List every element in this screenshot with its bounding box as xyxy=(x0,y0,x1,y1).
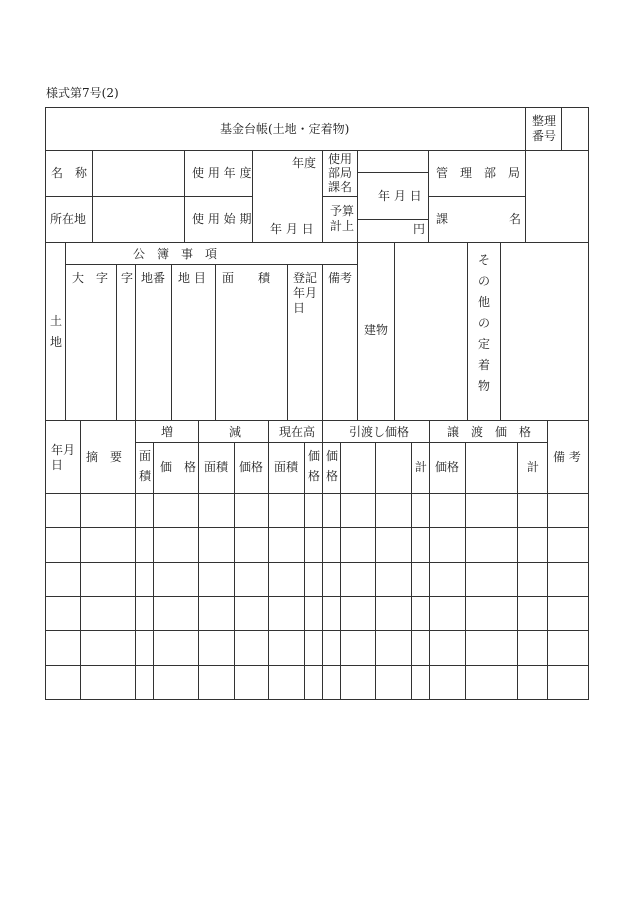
shozaichi-field[interactable] xyxy=(93,197,184,242)
sonota-3: 他 xyxy=(478,295,491,309)
form-number-label: 様式第7号(2) xyxy=(46,86,119,100)
genzai-kaka-2: 格 xyxy=(308,469,321,483)
seiri-label-1: 整理 xyxy=(532,114,557,128)
zo-men-2: 積 xyxy=(139,469,152,483)
toki-label xyxy=(293,272,317,314)
tochi-1: 土 xyxy=(50,314,63,328)
ledger-biko-label: 備 考 xyxy=(553,450,581,464)
form-title: 基金台帳(土地・定着物) xyxy=(220,122,350,136)
oaza-label: 大 字 xyxy=(72,271,109,285)
kanri-bukyoku-label: 管 理 部 局 xyxy=(436,166,521,180)
gen-kakaku-label: 価格 xyxy=(239,460,264,474)
nendo-label: 年度 xyxy=(292,156,317,170)
sonota-1: そ xyxy=(478,253,491,267)
joto-kei-label: 計 xyxy=(527,460,540,474)
ledger-date-label xyxy=(51,444,75,471)
chimoku-label: 地 目 xyxy=(178,271,206,285)
genzaidaka-label: 現在高 xyxy=(279,425,316,439)
shiyou-bukyoku-3: 課名 xyxy=(328,180,353,194)
shiyou-bukyoku-date: 年 月 日 xyxy=(378,189,422,203)
shozaichi-label: 所在地 xyxy=(50,212,87,226)
en-label: 円 xyxy=(413,222,426,236)
hiki-kaka-2: 格 xyxy=(326,469,339,483)
ledger-date-1: 年月 xyxy=(51,443,76,457)
shiyou-bukyoku-1: 使用 xyxy=(328,152,353,166)
sonota-2: の xyxy=(478,274,491,288)
yosan-1: 予算 xyxy=(330,204,355,218)
tochi-label xyxy=(50,315,62,348)
zo-kakaku-label: 価 格 xyxy=(160,460,197,474)
zo-menseki-label xyxy=(139,450,151,482)
zo-men-1: 面 xyxy=(139,449,152,463)
genzai-menseki-label: 面積 xyxy=(274,460,299,474)
chiban-label: 地番 xyxy=(141,271,166,285)
biko-label: 備考 xyxy=(328,271,353,285)
ledger-date-2: 日 xyxy=(51,458,64,472)
sonota-label xyxy=(478,254,490,392)
hiki-kaka-1: 価 xyxy=(326,449,339,463)
seiri-bango-field[interactable] xyxy=(562,108,588,150)
sonota-5: 定 xyxy=(478,337,491,351)
gen-menseki-label: 面積 xyxy=(204,460,229,474)
hikiwatashi-label: 引渡し価格 xyxy=(349,425,410,439)
mei-label: 名 xyxy=(509,212,522,226)
shiyou-nendo-label: 使 用 年 度 xyxy=(192,166,252,180)
aza-label: 字 xyxy=(121,271,134,285)
meisho-label: 名 称 xyxy=(51,166,88,180)
shiyou-bukyoku-label xyxy=(328,153,352,193)
meisho-field[interactable] xyxy=(93,151,184,196)
toki-1: 登記 xyxy=(293,271,318,285)
tatemono-label: 建物 xyxy=(364,323,389,337)
shiyou-shiki-date: 年 月 日 xyxy=(270,222,314,236)
sonota-6: 着 xyxy=(478,358,491,372)
toki-3: 日 xyxy=(293,301,306,315)
gen-label: 減 xyxy=(229,425,242,439)
joto-kakaku-label: 譲 渡 価 格 xyxy=(447,425,532,439)
toki-2: 年月 xyxy=(293,286,318,300)
sonota-7: 物 xyxy=(478,379,491,393)
tochi-2: 地 xyxy=(50,335,63,349)
hikiwatashi-kakaku-label xyxy=(326,450,338,482)
kobo-jiko-label: 公 簿 事 項 xyxy=(133,247,218,261)
zo-label: 増 xyxy=(161,425,174,439)
menseki-label: 面 積 xyxy=(222,271,271,285)
genzai-kakaku-label xyxy=(308,450,320,482)
sonota-4: の xyxy=(478,316,491,330)
seiri-label-2: 番号 xyxy=(532,129,557,143)
yosan-keijo-label xyxy=(330,205,354,232)
ka-label: 課 xyxy=(436,212,449,226)
seiri-bango-label xyxy=(532,115,556,142)
tekiyo-label: 摘 要 xyxy=(86,450,123,464)
genzai-kaka-1: 価 xyxy=(308,449,321,463)
joto-kakaku-sub-label: 価格 xyxy=(435,460,460,474)
hikiwatashi-kei-label: 計 xyxy=(415,460,428,474)
yosan-2: 計上 xyxy=(330,219,355,233)
shiyou-shiki-label: 使 用 始 期 xyxy=(192,212,252,226)
shiyou-bukyoku-2: 部局 xyxy=(328,166,353,180)
